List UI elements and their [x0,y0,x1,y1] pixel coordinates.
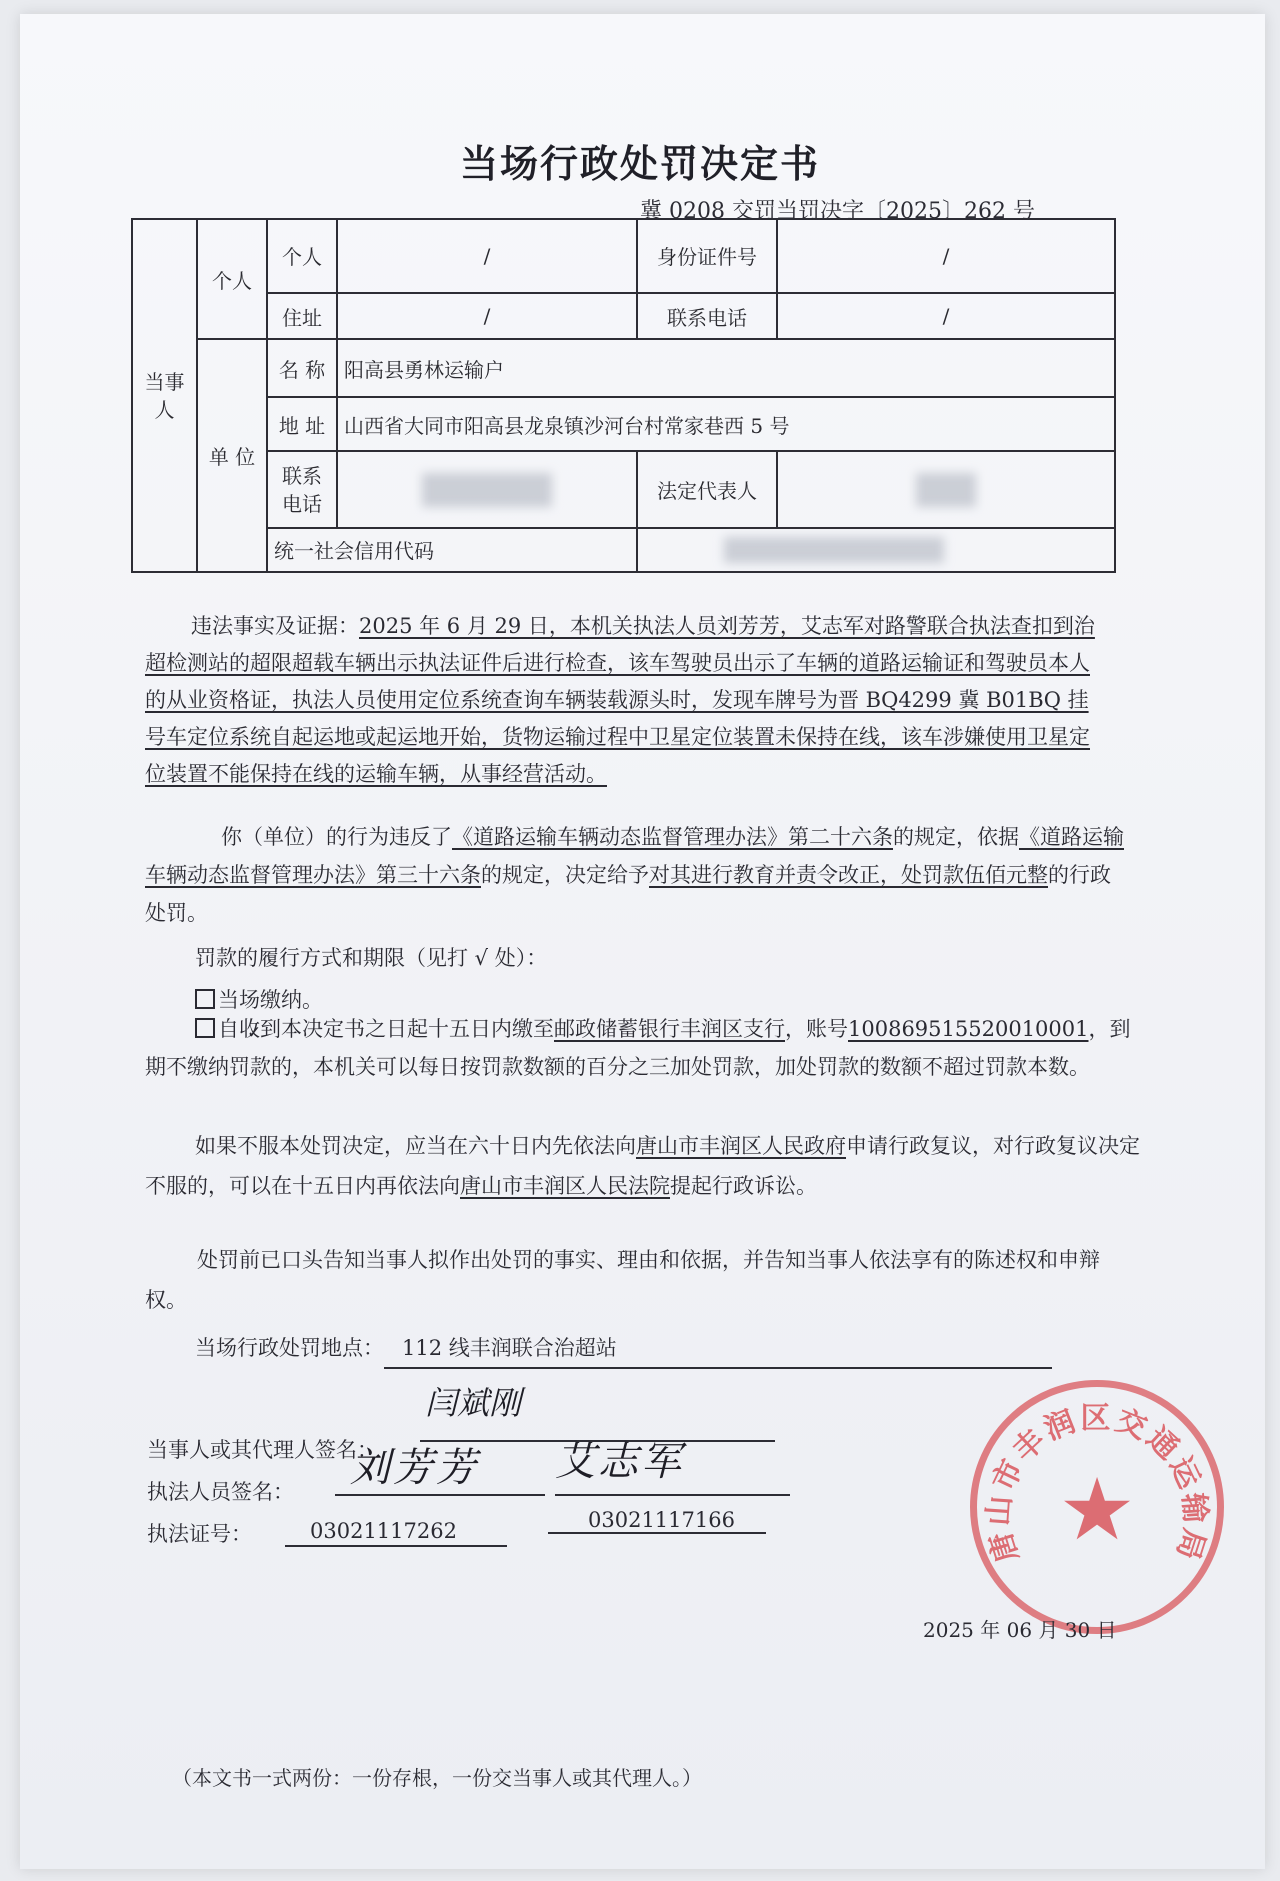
phone-value: / [777,293,1115,340]
option-bank [145,1010,1135,1086]
cert1-line [285,1545,507,1547]
place-value: 112 线丰润联合治超站 [384,1330,1052,1369]
p2-text-c: 的规定，决定给予 [481,863,649,887]
officer-sign-label: 执法人员签名： [147,1480,294,1504]
id-value: / [777,219,1115,293]
unit-phone-label [267,451,337,527]
redacted-phone [422,473,552,507]
p2-text-b: 的规定，依据 [893,825,1019,849]
violation-paragraph [145,818,1130,932]
officer1-sign-line [335,1494,545,1496]
appeal-text-a: 如果不服本处罚决定，应当在六十日内先依法向 [195,1134,636,1158]
redacted-legal-rep [916,473,976,507]
address-label: 住址 [267,293,337,340]
notice-paragraph: 处罚前已口头告知当事人拟作出处罚的事实、理由和依据，并告知当事人依法享有的陈述权和申辩权。 [145,1248,1100,1312]
cert-label: 执法证号： [147,1522,252,1546]
official-seal [970,1380,1224,1634]
party-info-table [131,218,1116,573]
review-authority: 唐山市丰润区人民政府 [636,1134,846,1158]
onsite-label: 当场缴纳。 [218,988,323,1012]
cert1-value: 03021117262 [310,1519,457,1543]
unit-address-label: 地 址 [267,397,337,452]
unit-label: 单 位 [197,339,267,572]
penalty-law: 《道路运输车辆动态监督管理办法》第三十六条 [145,825,1124,887]
bank-text-b: ，账号 [785,1017,848,1041]
onsite-checkbox [195,989,215,1009]
cert2-value: 03021117166 [588,1508,735,1532]
decision-date: 2025 年 06 月 30 日 [923,1618,1117,1642]
seal-star-icon: ★ [1058,1460,1136,1560]
appeal-text-b: 申请行政复议，对行政复议决定不服的，可以在十五日内再依法向 [145,1134,1140,1198]
officer1-signature: 刘芳芳 [350,1445,479,1491]
p2-text-d: 的行政处罚。 [145,863,1111,925]
footer-note: （本文书一式两份：一份存根，一份交当事人或其代理人。） [172,1766,702,1790]
appeal-paragraph [145,1126,1140,1206]
place-row [195,1330,1052,1369]
officer2-sign-line [555,1494,790,1496]
bank-name: 邮政储蓄银行丰润区支行 [554,1017,785,1041]
id-label: 身份证件号 [637,219,777,293]
unit-name-label: 名 称 [267,339,337,396]
bank-checkbox [195,1018,215,1038]
unit-name-value: 阳高县勇林运输户 [337,339,1115,396]
redacted-credit-code [724,537,944,563]
penalty-decision: 对其进行教育并责令改正，处罚款伍佰元整 [649,863,1048,887]
officer2-signature: 艾志军 [555,1439,684,1485]
facts-text: 2025 年 6 月 29 日，本机关执法人员刘芳芳，艾志军对路警联合执法查扣到治超检测站的超限超载车辆出示执法证件后进行检查，该车驾驶员出示了车辆的道路运输证和驾驶员本人的从业资格证，执法人员使用定位系统查询车辆装载源头时，发现车牌号为晋 BQ4299 冀 B01BQ 挂号车定位系统自起运地或起运地开始，货物运输过程中卫星定位装置未保持在线，该车涉嫌使用卫星定位装置不能保持在线的运输车辆，从事经营活动。 [145,614,1095,786]
unit-phone-value [337,451,637,527]
document-number: 冀 0208 交罚当罚决字〔2025〕262 号 [640,199,1035,224]
party-label: 当事人 [144,369,185,422]
appeal-text-c: 提起行政诉讼。 [670,1174,817,1198]
unit-phone-label-line1: 联系 [282,463,322,488]
party-signature: 闫斌刚 [425,1384,522,1422]
violated-law: 《道路运输车辆动态监督管理办法》第二十六条 [452,825,893,849]
bank-account: 100869515520010001 [848,1017,1089,1041]
court-name: 唐山市丰润区人民法院 [460,1174,670,1198]
personal-name-value: / [337,219,637,293]
payment-method-heading: 罚款的履行方式和期限（见打 √ 处）： [195,946,548,970]
cert2-line [548,1532,766,1534]
credit-code-value [637,528,1115,572]
bank-text-c: ，到期不缴纳罚款的，本机关可以每日按罚款数额的百分之三加处罚款，加处罚款的数额不超过罚款本数。 [145,1017,1131,1079]
place-label: 当场行政处罚地点： [195,1336,384,1360]
document-title: 当场行政处罚决定书 [459,142,820,186]
phone-label: 联系电话 [637,293,777,340]
personal-name-label: 个人 [267,219,337,293]
facts-label: 违法事实及证据： [191,614,359,638]
party-label-cell [132,219,197,572]
party-sign-label: 当事人或其代理人签名： [147,1438,378,1462]
unit-address-value: 山西省大同市阳高县龙泉镇沙河台村常家巷西 5 号 [337,397,1115,452]
unit-phone-label-line2: 电话 [282,491,322,516]
credit-code-label: 统一社会信用代码 [267,528,637,572]
bank-text-a: 自收到本决定书之日起十五日内缴至 [218,1017,554,1041]
personal-label: 个人 [197,219,267,339]
p2-text-a: 你（单位）的行为违反了 [221,825,452,849]
address-value: / [337,293,637,340]
seal-text: 唐山市丰润区交通运输局 [981,1400,1213,1567]
facts-paragraph [145,608,1105,793]
legal-rep-value [777,451,1115,527]
legal-rep-label: 法定代表人 [637,451,777,527]
